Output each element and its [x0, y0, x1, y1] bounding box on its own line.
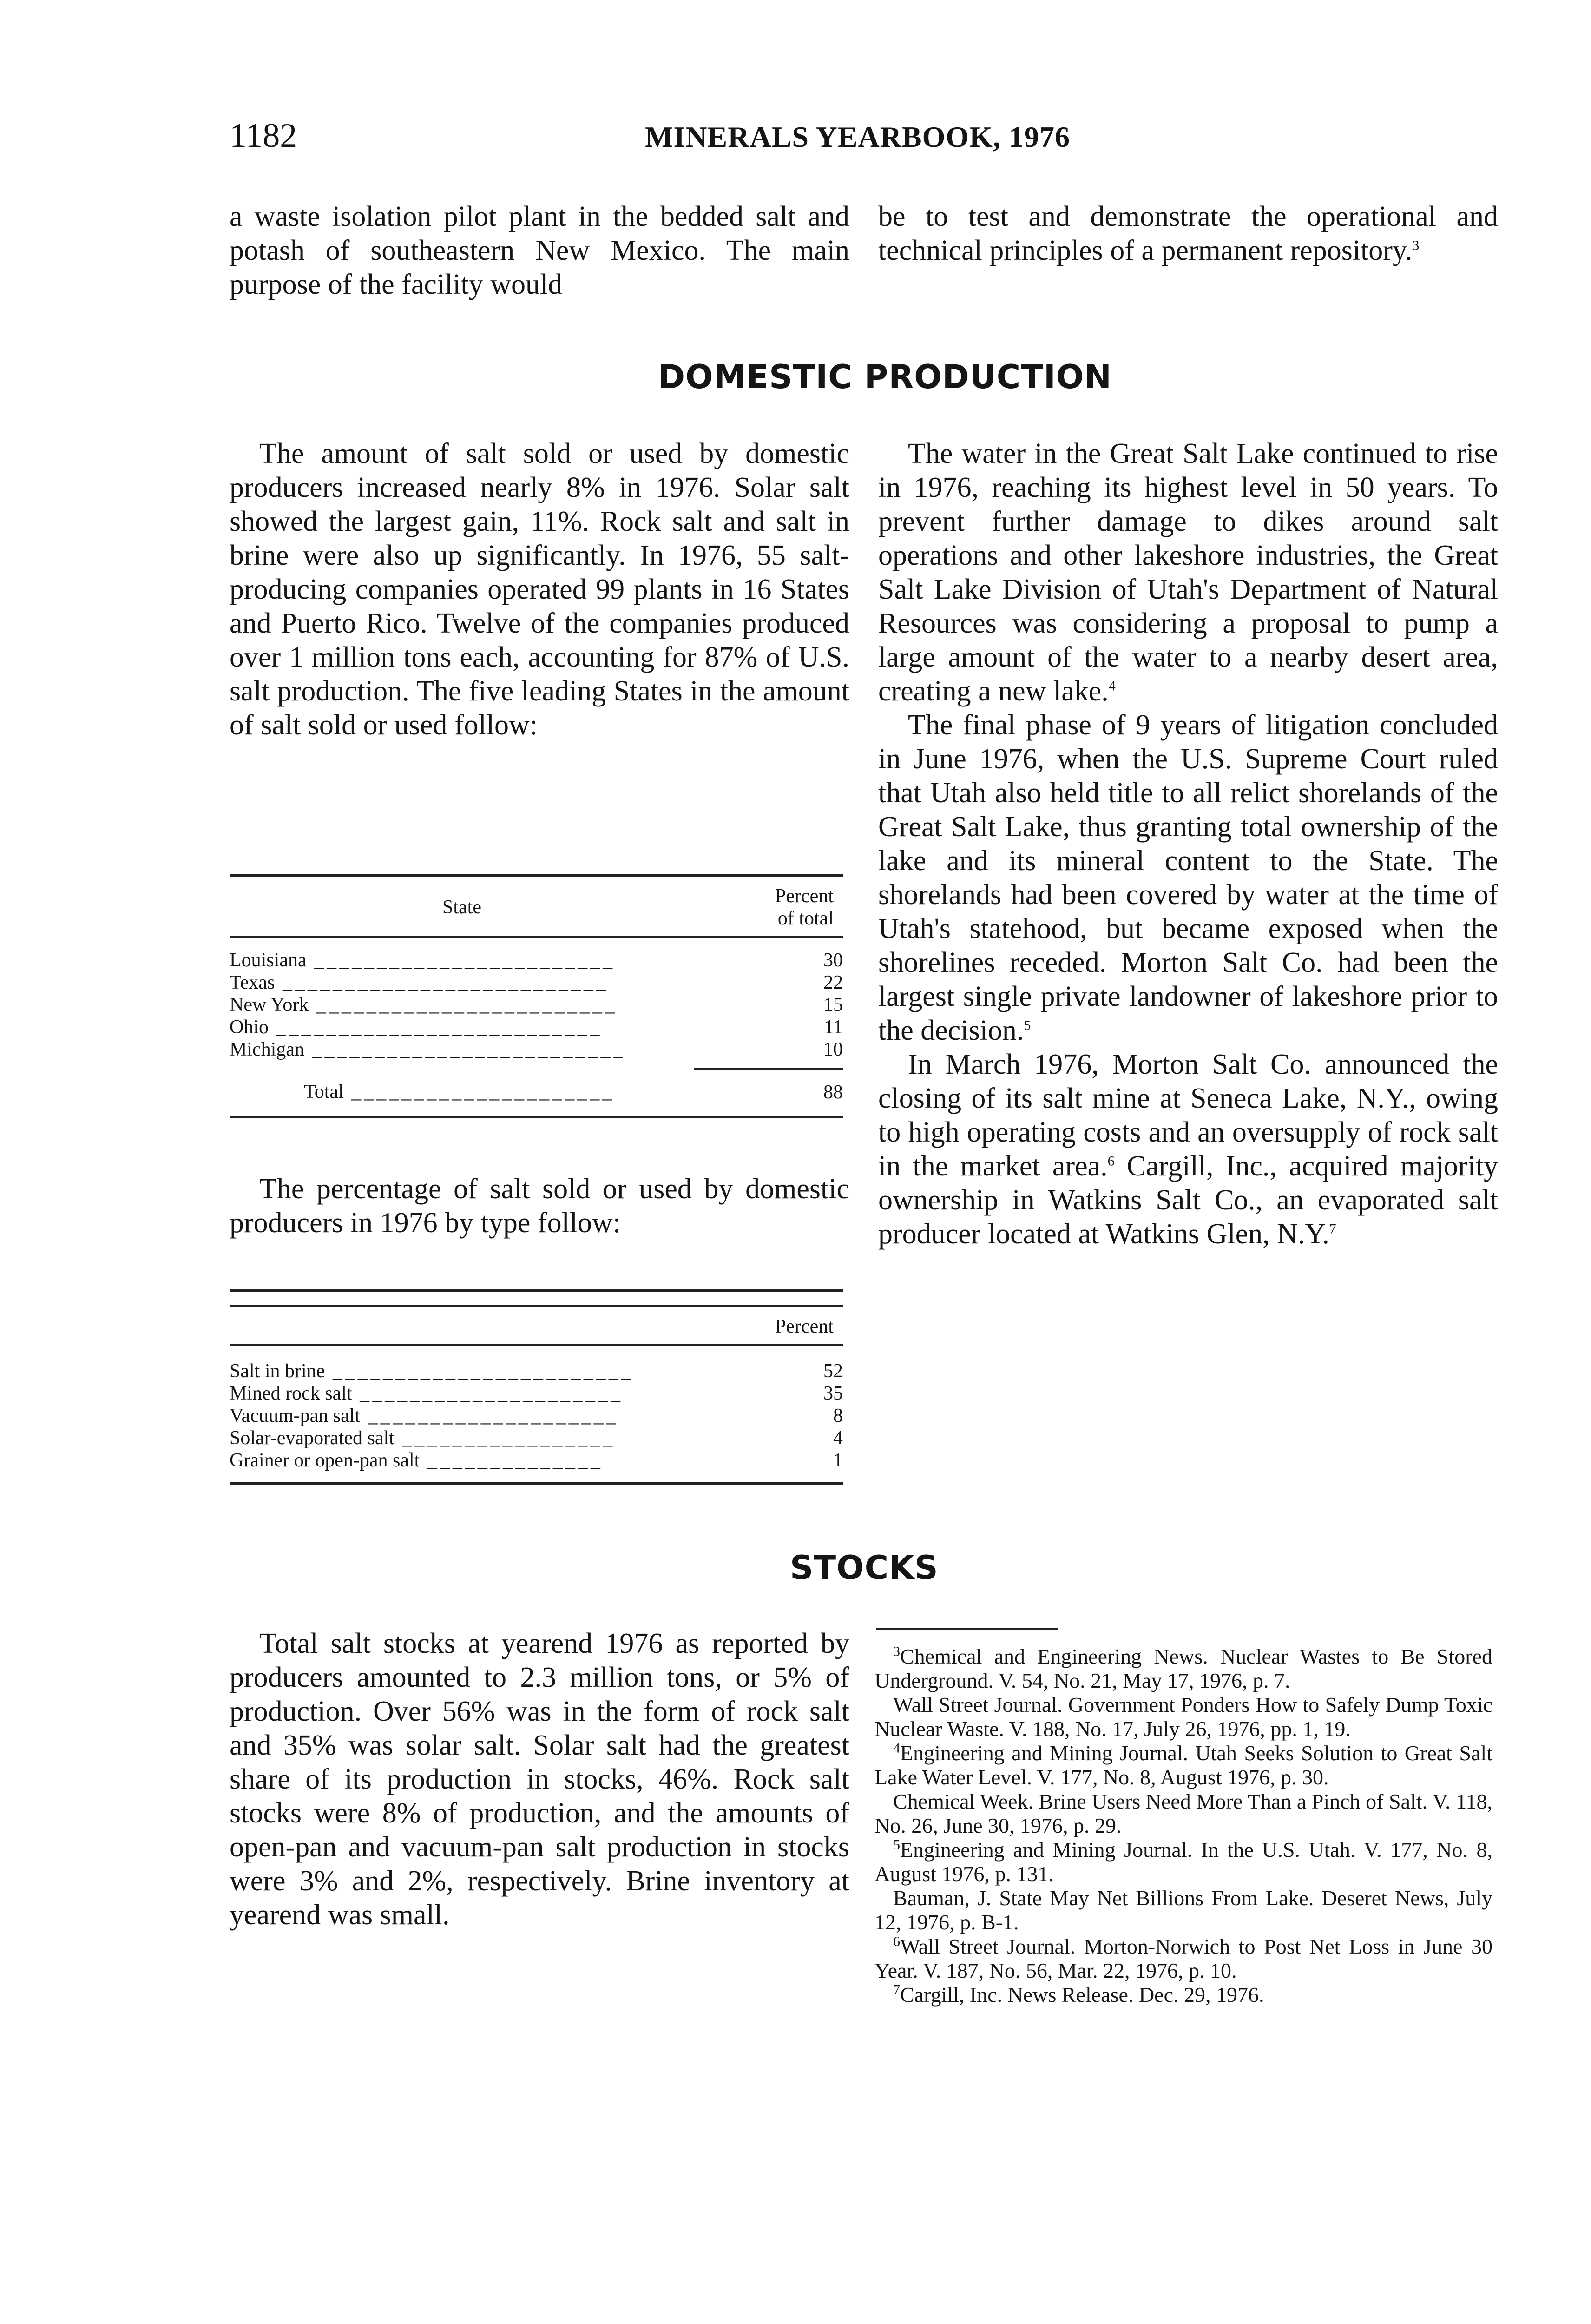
leader-dots: _____________________	[352, 1383, 624, 1404]
state-percent: 10	[823, 1039, 843, 1060]
states-table	[230, 874, 843, 1119]
table-row	[230, 971, 843, 994]
great-salt-lake-paragraph	[878, 437, 1498, 708]
footnote-text: Engineering and Mining Journal. Utah Seeks Solution to Great Salt Lake Water Level. V. 177, No. 8, August 1976, p. 30.	[874, 1741, 1492, 1789]
footnote-rule	[876, 1628, 1058, 1630]
state-name: Michigan	[230, 1039, 304, 1060]
table-row	[230, 949, 843, 971]
section-title-stocks: STOCKS	[790, 1549, 939, 1587]
type-name: Vacuum-pan salt	[230, 1405, 361, 1426]
footnote	[874, 1983, 1492, 2007]
footnote-mark: 6	[893, 1934, 900, 1949]
intro-left-column	[230, 200, 849, 302]
table-row-total	[230, 1069, 843, 1117]
leader-dots: __________________________	[275, 972, 609, 993]
intro-right-paragraph	[878, 200, 1498, 268]
domestic-paragraph-2: The percentage of salt sold or used by domestic producers in 1976 by type follow:	[230, 1173, 849, 1239]
total-label: Total	[304, 1081, 344, 1103]
state-percent: 30	[823, 950, 843, 971]
footnote	[874, 1693, 1492, 1741]
page-number: 1182	[230, 117, 297, 155]
footnote-ref-4: 4	[1108, 678, 1116, 694]
type-percent: 1	[833, 1450, 843, 1471]
table-row	[230, 1427, 843, 1449]
footnote-ref-6: 6	[1107, 1153, 1115, 1169]
leader-dots: ____________________	[360, 1405, 619, 1426]
litigation-text: The final phase of 9 years of litigation concluded in June 1976, when the U.S. Supreme Court ruled that Utah also held title to all relict shorelands of the Great Salt Lake, thus granting total ownership of the lake and its mineral content to the State. The shorelands had been covered by water at the time of Utah's statehood, but became exposed when the shorelines receded. Morton Salt Co. had been the largest single private landowner of lakeshore prior to the decision.	[878, 709, 1498, 1046]
stocks-paragraph: Total salt stocks at yearend 1976 as reported by producers amounted to 2.3 million tons, or 5% of production. Over 56% was in the form of rock salt and 35% was solar salt. Solar salt had the greatest share of its production in stocks, 46%. Rock salt stocks were 8% of production, and the amounts of open-pan and vacuum-pan salt production in stocks were 3% and 2%, respectively. Brine inventory at yearend was small.	[230, 1628, 849, 1931]
state-percent: 22	[823, 972, 843, 993]
footnote	[874, 1741, 1492, 1789]
leader-dots: ______________	[420, 1450, 603, 1471]
states-header-percent	[694, 875, 843, 937]
cargill-text: Cargill, Inc., acquired majority ownership in Watkins Salt Co., an evaporated salt producer located at Watkins Glen, N.Y.	[878, 1150, 1498, 1250]
footnote-mark: 3	[893, 1644, 900, 1659]
domestic-left-column-2	[230, 1172, 849, 1240]
table-row	[230, 1405, 843, 1427]
domestic-paragraph-1: The amount of salt sold or used by domestic producers increased nearly 8% in 1976. Solar salt showed the largest gain, 11%. Rock salt and salt in brine were also up significantly. In 1976, 55 salt-producing companies operated 99 plants in 16 States and Puerto Rico. Twelve of the companies produced over 1 million tons each, accounting for 87% of U.S. salt production. The five leading States in the amount of salt sold or used follow:	[230, 438, 849, 741]
footnote-mark: 7	[893, 1982, 900, 1998]
morton-text: In March 1976, Morton Salt Co. announced the closing of its salt mine at Seneca Lake, N.Y., owing to high operating costs and an oversupply of rock salt in the market area.	[878, 1049, 1498, 1182]
footnote-text: Wall Street Journal. Government Ponders How to Safely Dump Toxic Nuclear Waste. V. 188, No. 17, July 26, 1976, pp. 1, 19.	[874, 1693, 1492, 1741]
footnotes	[874, 1644, 1492, 2007]
states-header-state: State	[230, 875, 694, 937]
intro-right-column	[878, 200, 1498, 268]
total-value: 88	[823, 1082, 843, 1103]
domestic-right-column	[878, 437, 1498, 1251]
section-title-domestic-production: DOMESTIC PRODUCTION	[658, 358, 1112, 396]
type-name: Mined rock salt	[230, 1383, 352, 1404]
table-row	[230, 1382, 843, 1405]
great-salt-lake-text: The water in the Great Salt Lake continued to rise in 1976, reaching its highest level in 50 years. To prevent further damage to dikes around salt operations and other lakeshore industries, the Great Salt Lake Division of Utah's Department of Natural Resources was considering a proposal to pump a large amount of the water to a nearby desert area, creating a new lake.	[878, 438, 1498, 707]
types-table	[230, 1289, 843, 1485]
domestic-left-column	[230, 437, 849, 742]
leader-dots: __________________________	[269, 1017, 603, 1038]
footnote-ref-7: 7	[1329, 1221, 1336, 1237]
state-name: Louisiana	[230, 950, 307, 971]
footnote	[874, 1838, 1492, 1886]
footnote-text: Chemical and Engineering News. Nuclear Wastes to Be Stored Underground. V. 54, No. 21, May 17, 1976, p. 7.	[874, 1644, 1492, 1692]
type-percent: 8	[833, 1405, 843, 1426]
footnote-text: Bauman, J. State May Net Billions From Lake. Deseret News, July 12, 1976, p. B-1.	[874, 1886, 1492, 1934]
intro-left-text: a waste isolation pilot plant in the bedded salt and potash of southeastern New Mexico. The main purpose of the facility would	[230, 201, 849, 300]
state-percent: 15	[823, 994, 843, 1016]
table-row	[230, 1016, 843, 1038]
footnote-ref-3: 3	[1412, 238, 1420, 253]
footnote-text: Cargill, Inc. News Release. Dec. 29, 1976.	[900, 1983, 1264, 2007]
type-percent: 52	[823, 1360, 843, 1382]
table-row	[230, 1038, 843, 1061]
litigation-paragraph	[878, 708, 1498, 1048]
footnote	[874, 1934, 1492, 1983]
footnote-text: Chemical Week. Brine Users Need More Than a Pinch of Salt. V. 118, No. 26, June 30, 1976, p. 29.	[874, 1789, 1492, 1837]
footnote-mark: 5	[893, 1837, 900, 1853]
type-percent: 4	[833, 1427, 843, 1449]
footnote	[874, 1789, 1492, 1838]
table-row	[230, 1449, 843, 1472]
running-title: MINERALS YEARBOOK, 1976	[645, 120, 1070, 153]
footnote	[874, 1644, 1492, 1693]
types-header-percent: Percent	[713, 1306, 843, 1345]
footnote-ref-5: 5	[1024, 1017, 1031, 1033]
type-name: Grainer or open-pan salt	[230, 1450, 420, 1471]
leader-dots: ________________________	[306, 950, 616, 971]
stocks-column	[230, 1627, 849, 1932]
state-name: New York	[230, 994, 309, 1016]
leader-dots: ________________________	[309, 994, 618, 1016]
table-row	[230, 1360, 843, 1382]
state-name: Ohio	[230, 1017, 269, 1038]
state-percent: 11	[824, 1017, 843, 1038]
footnote-mark: 4	[893, 1740, 900, 1756]
states-header-percent-line-2: of total	[777, 908, 834, 929]
leader-dots: ________________________	[325, 1360, 634, 1382]
morton-cargill-paragraph	[878, 1048, 1498, 1251]
state-name: Texas	[230, 972, 275, 993]
leader-dots: _____________________	[343, 1081, 615, 1103]
type-percent: 35	[823, 1383, 843, 1404]
leader-dots: _________________	[394, 1427, 616, 1449]
leader-dots: _________________________	[304, 1039, 626, 1060]
type-name: Salt in brine	[230, 1360, 325, 1382]
footnote-text: Engineering and Mining Journal. In the U.S. Utah. V. 177, No. 8, August 1976, p. 131.	[874, 1838, 1492, 1886]
intro-right-text: be to test and demonstrate the operational and technical principles of a permanent repository.	[878, 201, 1498, 266]
footnote	[874, 1886, 1492, 1934]
states-header-percent-line-1: Percent	[775, 885, 834, 907]
table-row	[230, 994, 843, 1016]
footnote-text: Wall Street Journal. Morton-Norwich to Post Net Loss in June 30 Year. V. 187, No. 56, Mar. 22, 1976, p. 10.	[874, 1934, 1492, 1982]
type-name: Solar-evaporated salt	[230, 1427, 394, 1449]
